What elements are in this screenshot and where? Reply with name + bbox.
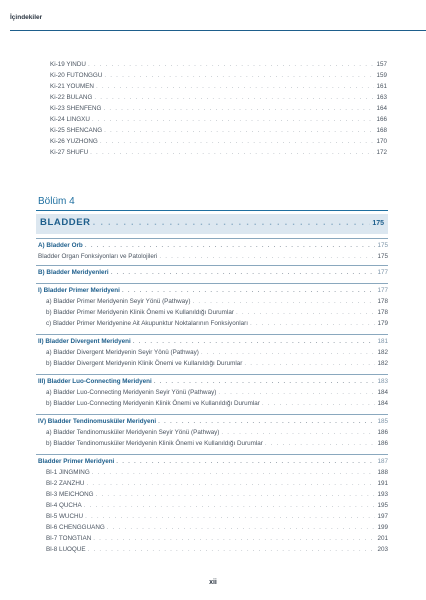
dot-leader — [116, 457, 375, 466]
toc-item-label: a) Bladder Divergent Meridyenin Seyir Yönü (Pathway) — [46, 349, 199, 356]
toc-item-page: 184 — [377, 389, 388, 396]
dot-leader — [158, 417, 375, 426]
toc-entry-label: Ki-20 FUTONGGU — [50, 72, 103, 79]
section-title: III) Bladder Luo-Connecting Meridyeni — [38, 378, 152, 385]
toc-item-label: Bl-2 ZANZHU — [46, 480, 85, 487]
dot-leader — [92, 468, 376, 477]
toc-entry-label: Ki-23 SHENFENG — [50, 105, 102, 112]
toc-entry[interactable] — [50, 115, 387, 124]
dot-leader — [265, 439, 376, 448]
dot-leader — [84, 501, 376, 510]
toc-item-label: a) Bladder Tendinomusküler Meridyenin Seyir Yönü (Pathway) — [46, 429, 220, 436]
section-page: 185 — [377, 418, 388, 425]
toc-entry-label: Ki-19 YINDU — [50, 61, 86, 68]
dot-leader — [88, 545, 376, 554]
toc-item-label: Bl-5 WUCHU — [46, 513, 84, 520]
toc-entry-page: 159 — [376, 72, 387, 79]
toc-item-label: a) Bladder Primer Meridyenin Seyir Yönü (Pathway) — [46, 298, 191, 305]
toc-item[interactable] — [46, 512, 388, 521]
dot-leader — [85, 241, 376, 250]
section-page: 187 — [377, 458, 388, 465]
toc-item-page: 178 — [377, 298, 388, 305]
section-heading[interactable] — [38, 337, 388, 346]
dot-leader — [111, 268, 376, 277]
toc-entry-label: Ki-25 SHENCANG — [50, 127, 103, 134]
toc-item-page: 193 — [377, 491, 388, 498]
section-heading[interactable] — [38, 457, 388, 466]
toc-item-page: 186 — [377, 440, 388, 447]
dot-leader — [88, 60, 375, 69]
toc-item-label: Bl-4 QUCHA — [46, 502, 82, 509]
toc-entry-page: 157 — [376, 61, 387, 68]
section-title: A) Bladder Orb — [38, 242, 83, 249]
toc-entry[interactable] — [50, 71, 387, 80]
toc-entry-label: Ki-24 LINGXU — [50, 116, 90, 123]
toc-item-page: 188 — [377, 469, 388, 476]
toc-item-label: Bl-8 LUOQUE — [46, 546, 86, 553]
toc-entry[interactable] — [50, 126, 387, 135]
section-rule — [36, 454, 388, 455]
section-page: 175 — [377, 242, 388, 249]
section-page: 177 — [377, 287, 388, 294]
toc-entry-page: 168 — [376, 127, 387, 134]
dot-leader — [86, 479, 375, 488]
toc-item-page: 184 — [377, 400, 388, 407]
toc-item[interactable] — [46, 428, 388, 437]
toc-item[interactable] — [38, 252, 388, 261]
toc-item-page: 197 — [377, 513, 388, 520]
dot-leader — [96, 82, 375, 91]
chapter-title-entry[interactable] — [40, 218, 384, 228]
toc-item-page: 195 — [377, 502, 388, 509]
section-rule — [36, 265, 388, 266]
dot-leader — [244, 359, 375, 368]
section-heading[interactable] — [38, 241, 388, 250]
page-number: xii — [209, 579, 217, 586]
toc-entry-page: 161 — [376, 83, 387, 90]
toc-item-label: a) Bladder Luo-Connecting Meridyenin Seyir Yönü (Pathway) — [46, 389, 217, 396]
dot-leader — [159, 252, 375, 261]
toc-item-page: 191 — [377, 480, 388, 487]
dot-leader — [100, 137, 375, 146]
section-title: Bladder Primer Meridyeni — [38, 458, 115, 465]
dot-leader — [103, 104, 374, 113]
toc-item-label: Bl-3 MEICHONG — [46, 491, 94, 498]
toc-item[interactable] — [46, 479, 388, 488]
dot-leader — [107, 523, 376, 532]
dot-leader — [122, 286, 376, 295]
dot-leader — [85, 512, 375, 521]
section-title: IV) Bladder Tendinomusküler Meridyeni — [38, 418, 157, 425]
toc-item[interactable] — [46, 501, 388, 510]
toc-entry-label: Ki-21 YOUMEN — [50, 83, 94, 90]
toc-item[interactable] — [46, 523, 388, 532]
toc-entry-page: 170 — [376, 138, 387, 145]
toc-entry-label: Ki-26 YUZHONG — [50, 138, 98, 145]
toc-item[interactable] — [46, 359, 388, 368]
dot-leader — [201, 348, 376, 357]
toc-item[interactable] — [46, 348, 388, 357]
chapter-label: Bölüm 4 — [38, 196, 75, 207]
dot-leader — [250, 319, 376, 328]
chapter-title: BLADDER — [40, 217, 91, 228]
dot-leader — [90, 148, 374, 157]
section-title: B) Bladder Meridyenleri — [38, 269, 109, 276]
section-rule — [36, 374, 388, 375]
toc-entry[interactable] — [50, 82, 387, 91]
section-title: II) Bladder Divergent Meridyeni — [38, 338, 131, 345]
toc-item-page: 203 — [377, 546, 388, 553]
dot-leader — [192, 297, 375, 306]
toc-item[interactable] — [46, 439, 388, 448]
toc-entry[interactable] — [50, 148, 387, 157]
section-page: 181 — [377, 338, 388, 345]
toc-item[interactable] — [46, 468, 388, 477]
dot-leader — [221, 428, 375, 437]
toc-item-label: b) Bladder Divergent Meridyenin Klinik Önemi ve Kullanıldığı Durumlar — [46, 360, 243, 367]
toc-item-page: 179 — [377, 320, 388, 327]
toc-entry-page: 164 — [376, 105, 387, 112]
toc-item-page: 178 — [377, 309, 388, 316]
toc-entry-page: 166 — [376, 116, 387, 123]
toc-item[interactable] — [46, 388, 388, 397]
toc-entry[interactable] — [50, 104, 387, 113]
dot-leader — [94, 93, 374, 102]
toc-item[interactable] — [46, 399, 388, 408]
toc-entry[interactable] — [50, 93, 387, 102]
toc-entry[interactable] — [50, 60, 387, 69]
toc-item-page: 186 — [377, 429, 388, 436]
toc-item-label: b) Bladder Luo-Connecting Meridyenin Klinik Önemi ve Kullanıldığı Durumlar — [46, 400, 260, 407]
section-page: 183 — [377, 378, 388, 385]
toc-item-label: Bl-7 TONGTIAN — [46, 535, 92, 542]
toc-item-page: 199 — [377, 524, 388, 531]
toc-item-label: b) Bladder Tendinomusküler Meridyenin Klinik Önemi ve Kullanıldığı Durumlar — [46, 440, 263, 447]
toc-item[interactable] — [46, 308, 388, 317]
dot-leader — [104, 71, 374, 80]
chapter-title-band — [36, 214, 388, 234]
toc-entry-label: Ki-27 SHUFU — [50, 149, 89, 156]
dot-leader — [93, 534, 375, 543]
toc-item-label: Bl-1 JINGMING — [46, 469, 90, 476]
section-heading[interactable] — [38, 286, 388, 295]
dot-leader — [104, 126, 374, 135]
section-rule — [36, 414, 388, 415]
section-heading[interactable] — [38, 417, 388, 426]
toc-item-label: c) Bladder Primer Meridyenine Ait Akupunktur Noktalarının Fonksiyonları — [46, 320, 248, 327]
section-heading[interactable] — [38, 377, 388, 386]
running-header: İçindekiler — [10, 14, 43, 21]
section-rule — [36, 283, 388, 284]
toc-item-page: 201 — [377, 535, 388, 542]
toc-item[interactable] — [46, 534, 388, 543]
section-title: I) Bladder Primer Meridyeni — [38, 287, 120, 294]
header-rule — [10, 30, 426, 31]
toc-entry-label: Ki-22 BULANG — [50, 94, 93, 101]
dot-leader — [218, 388, 375, 397]
section-heading[interactable] — [38, 268, 388, 277]
toc-entry-page: 172 — [376, 149, 387, 156]
chapter-page: 175 — [372, 220, 384, 227]
dot-leader — [262, 399, 376, 408]
dot-leader — [93, 218, 371, 227]
toc-item-page: 182 — [377, 360, 388, 367]
toc-entry[interactable] — [50, 137, 387, 146]
toc-item[interactable] — [46, 545, 388, 554]
toc-item[interactable] — [46, 490, 388, 499]
dot-leader — [92, 115, 375, 124]
toc-item-page: 175 — [377, 253, 388, 260]
dot-leader — [154, 377, 376, 386]
chapter-rule — [36, 210, 388, 211]
toc-item-label: Bladder Organ Fonksiyonları ve Patolojileri — [38, 253, 158, 260]
toc-item[interactable] — [46, 319, 388, 328]
section-rule — [36, 334, 388, 335]
toc-item-label: Bl-6 CHENGGUANG — [46, 524, 105, 531]
section-rule — [36, 238, 388, 239]
dot-leader — [236, 308, 376, 317]
toc-entry-page: 163 — [376, 94, 387, 101]
dot-leader — [96, 490, 376, 499]
dot-leader — [133, 337, 376, 346]
toc-item[interactable] — [46, 297, 388, 306]
toc-item-label: b) Bladder Primer Meridyenin Klinik Önemi ve Kullanıldığı Durumlar — [46, 309, 234, 316]
section-page: 177 — [377, 269, 388, 276]
toc-item-page: 182 — [377, 349, 388, 356]
